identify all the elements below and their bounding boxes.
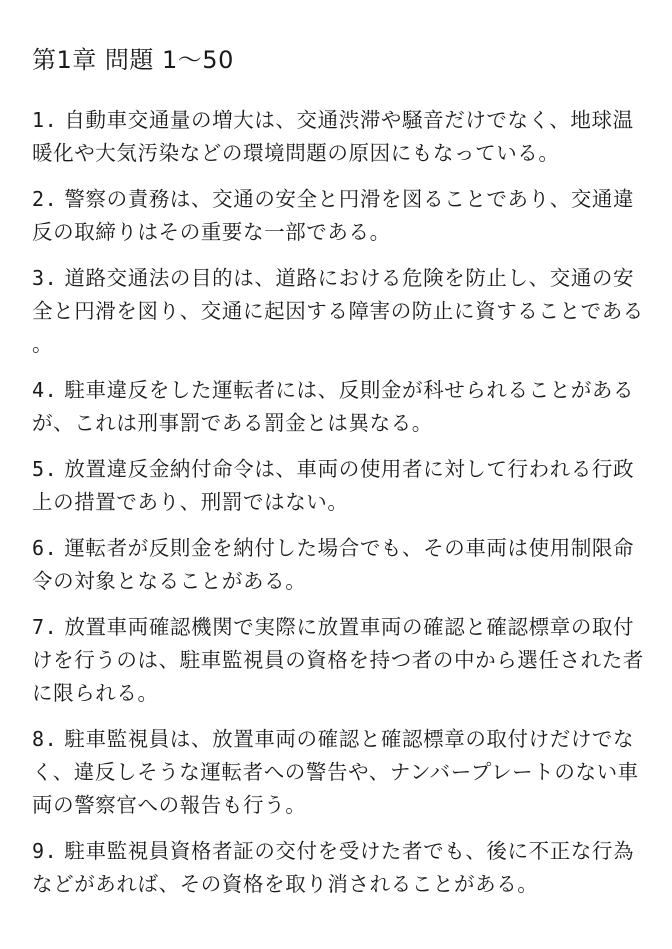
question-number: 5. — [32, 457, 58, 481]
question-number: 2. — [32, 187, 58, 211]
question-item — [32, 183, 650, 249]
question-text: 駐車違反をした運転者には、反則金が科せられることがあるが、これは刑事罰である罰金とは異なる。 — [32, 378, 635, 435]
question-text: 放置違反金納付命令は、車両の使用者に対して行われる行政上の措置であり、刑罰ではない。 — [32, 457, 635, 514]
question-number: 4. — [32, 378, 58, 402]
question-text: 自動車交通量の増大は、交通渋滞や騒音だけでなく、地球温暖化や大気汚染などの環境問題の原因にもなっている。 — [32, 108, 634, 165]
question-number: 3. — [32, 266, 58, 290]
question-text: 運転者が反則金を納付した場合でも、その車両は使用制限命令の対象となることがある。 — [32, 536, 635, 593]
question-item — [32, 723, 650, 822]
question-item — [32, 453, 650, 519]
question-number: 9. — [32, 839, 58, 863]
question-number: 6. — [32, 536, 58, 560]
question-text: 道路交通法の目的は、道路における危険を防止し、交通の安全と円滑を図り、交通に起因する障害の防止に資することである。 — [32, 266, 644, 356]
question-item — [32, 532, 650, 598]
question-number: 8. — [32, 727, 58, 751]
question-number: 1. — [32, 108, 58, 132]
question-list — [32, 104, 650, 914]
question-item — [32, 835, 650, 901]
question-item — [32, 611, 650, 710]
question-item — [32, 374, 650, 440]
question-item — [32, 262, 650, 361]
question-text: 駐車監視員資格者証の交付を受けた者でも、後に不正な行為などがあれば、その資格を取り消されることがある。 — [32, 839, 635, 896]
question-text: 駐車監視員は、放置車両の確認と確認標章の取付けだけでなく、違反しそうな運転者への警告や、ナンバープレートのない車両の警察官への報告も行う。 — [32, 727, 639, 817]
question-item — [32, 104, 650, 170]
question-text: 放置車両確認機関で実際に放置車両の確認と確認標章の取付けを行うのは、駐車監視員の資格を持つ者の中から選任された者に限られる。 — [32, 615, 644, 705]
page-title: 第1章 問題 1〜50 — [32, 46, 234, 74]
question-number: 7. — [32, 615, 58, 639]
question-text: 警察の責務は、交通の安全と円滑を図ることであり、交通違反の取締りはその重要な一部である。 — [32, 187, 635, 244]
